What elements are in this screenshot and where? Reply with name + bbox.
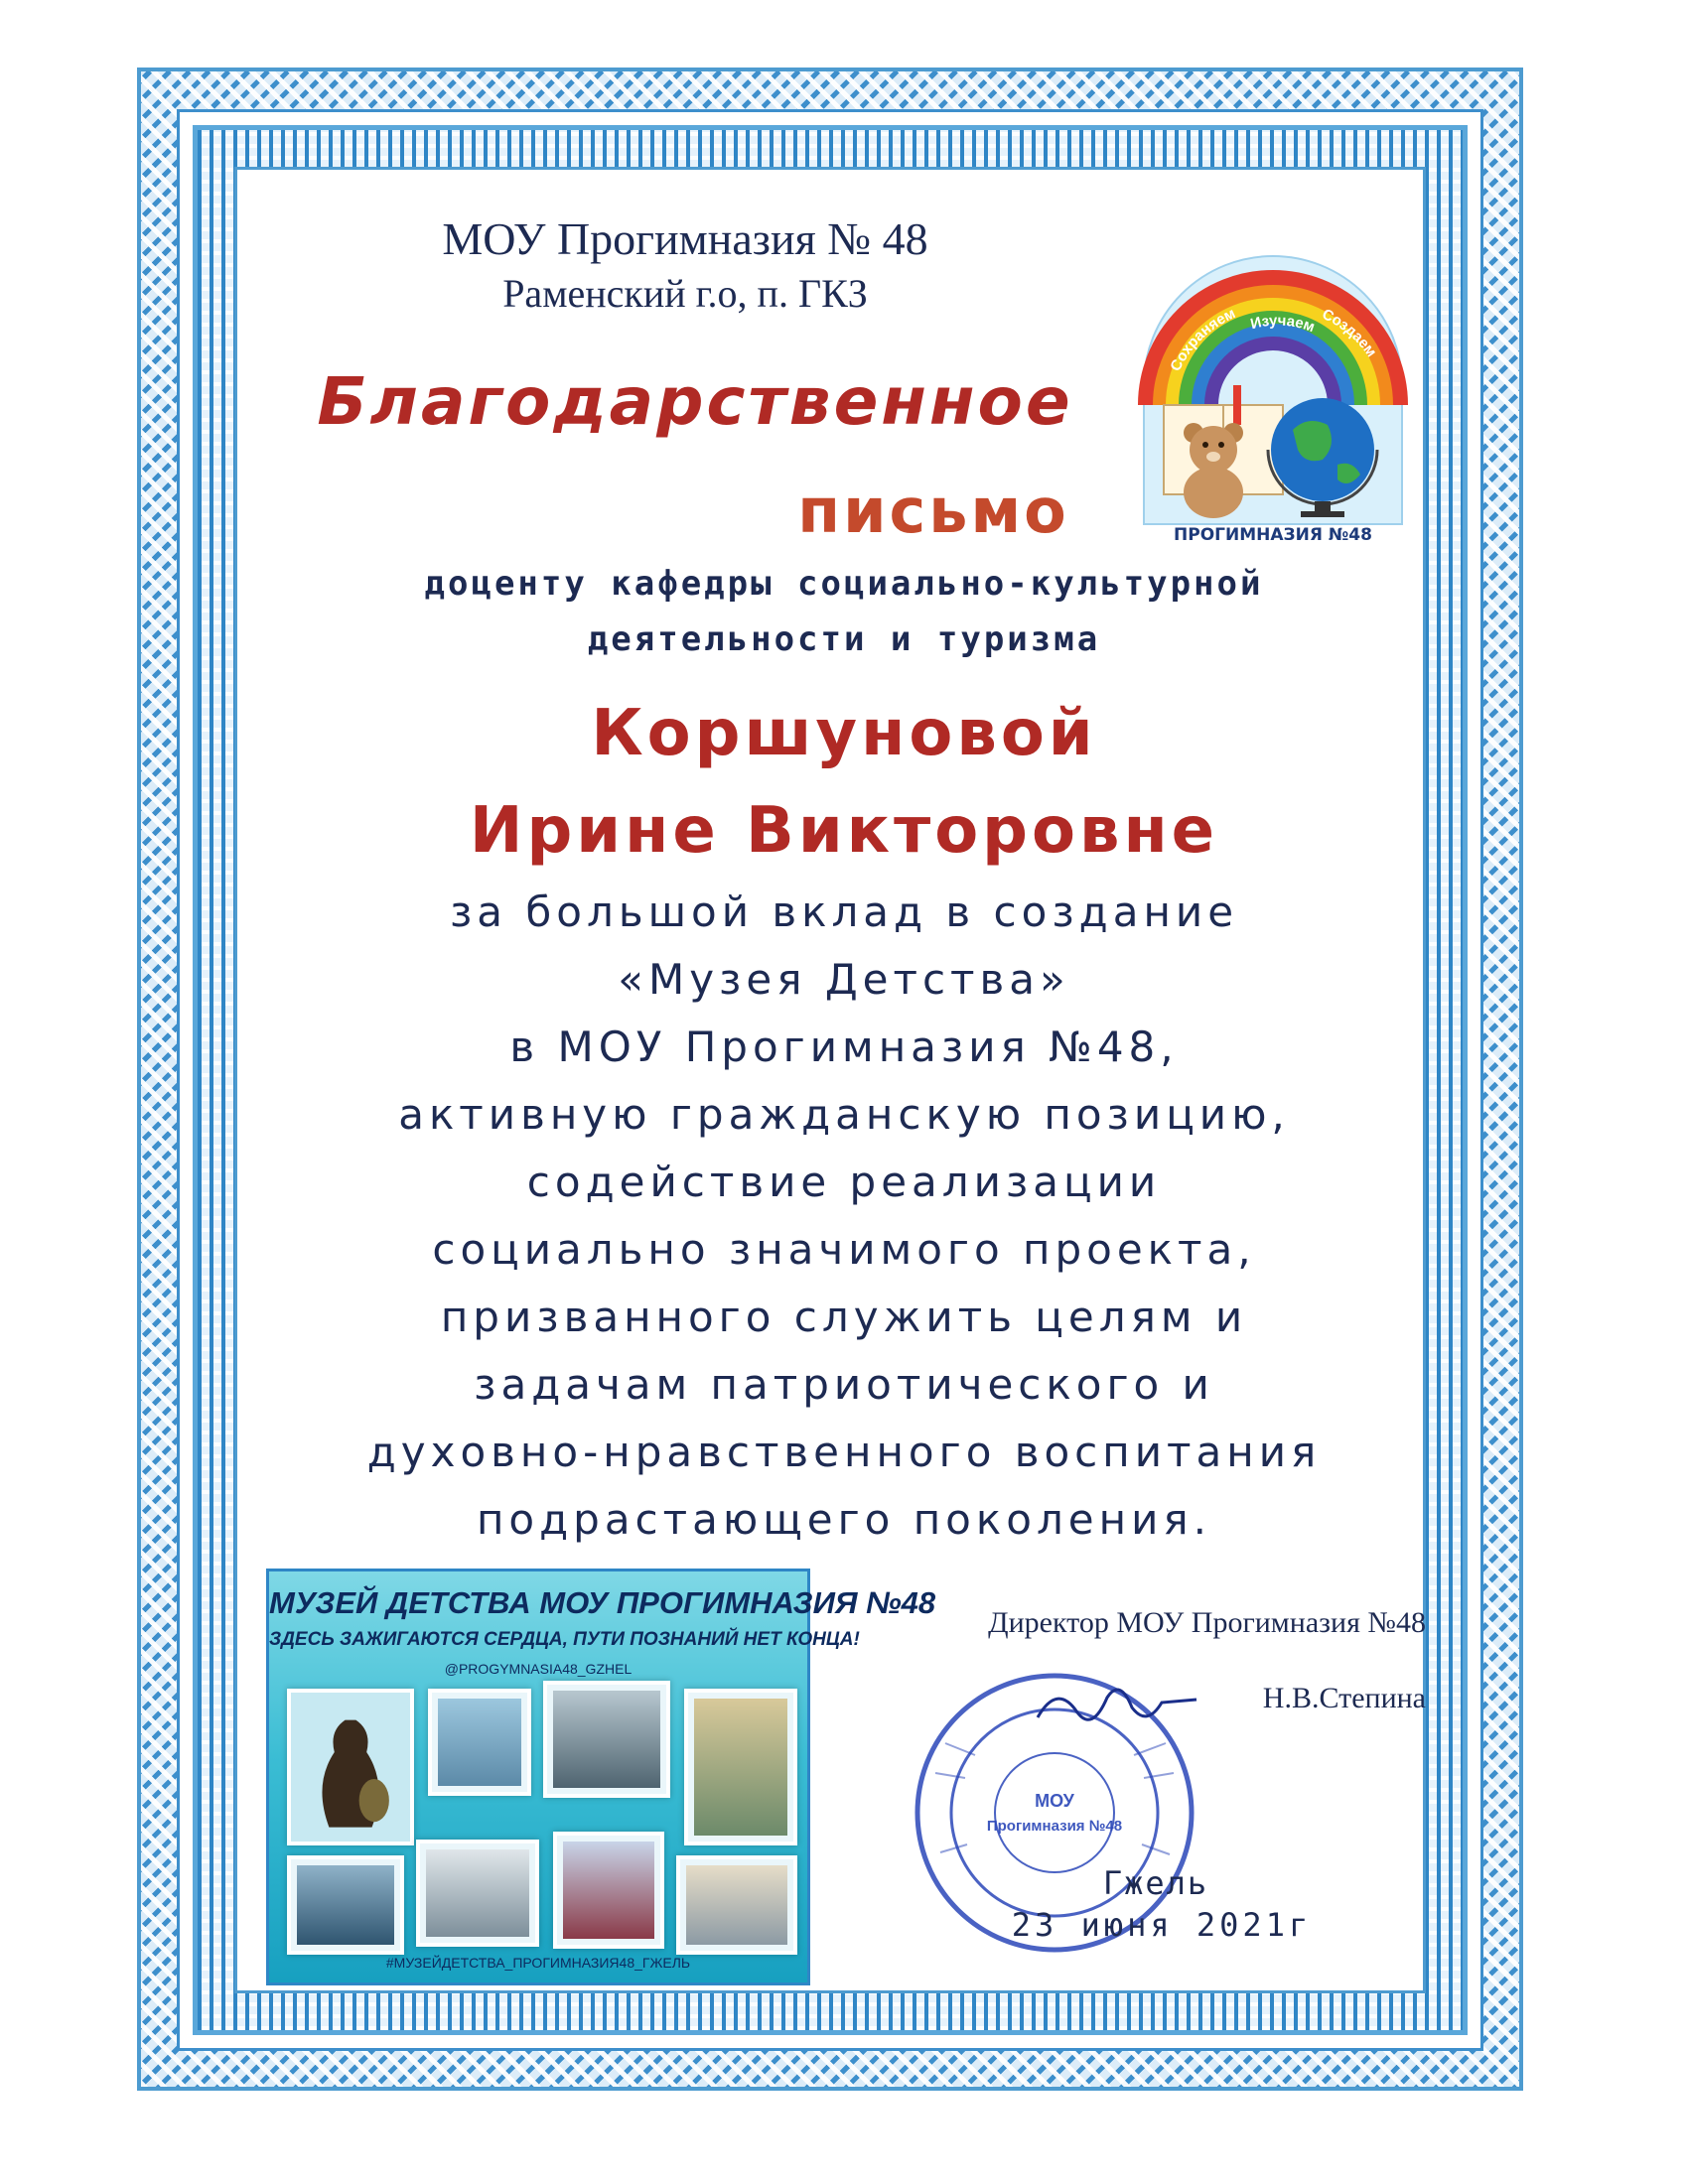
reason-line: в МОУ Прогимназия №48, [509, 1023, 1179, 1071]
reason-line: духовно-нравственного воспитания [366, 1428, 1322, 1476]
organization-name: МОУ Прогимназия № 48 [442, 213, 928, 264]
title-line-1: Благодарственное [317, 363, 1073, 440]
logo-arc-word-3: Создаем [1319, 305, 1380, 360]
museum-photo [266, 1569, 936, 1985]
recipient-position-line-2: деятельности и туризма [587, 619, 1101, 659]
museum-exhibit-photo [416, 1840, 539, 1947]
place: Гжель [1102, 1864, 1209, 1902]
jug-icon [297, 1699, 404, 1838]
museum-exhibit-photo [553, 1832, 664, 1949]
recipient-given-names: Ирине Викторовне [469, 794, 1219, 868]
reason-line: активную гражданскую позицию, [398, 1090, 1290, 1139]
museum-exhibit-photo [684, 1689, 797, 1845]
reason-line: социально значимого проекта, [432, 1225, 1256, 1274]
logo-caption: ПРОГИМНАЗИЯ №48 [1174, 525, 1372, 545]
logo-arc-word-1: Сохраняем [1167, 305, 1238, 374]
progymnasium-logo [1134, 236, 1412, 554]
museum-exhibit-photo [676, 1855, 797, 1955]
recipient-position-line-1: доценту кафедры социально-культурной [424, 564, 1264, 604]
reason-line: подрастающего поколения. [476, 1495, 1212, 1544]
title-line-2: письмо [797, 475, 1069, 547]
reason-line: содействие реализации [526, 1158, 1162, 1206]
museum-exhibit-photo [287, 1855, 404, 1955]
stamp-center-line-1: МОУ [1035, 1791, 1074, 1811]
director-signature [1033, 1678, 1201, 1737]
museum-exhibit-photo [428, 1689, 531, 1796]
museum-photo-slogan: ЗДЕСЬ ЗАЖИГАЮТСЯ СЕРДЦА, ПУТИ ПОЗНАНИЙ НЕТ КОНЦА! [269, 1629, 860, 1650]
museum-photo-title: МУЗЕЙ ДЕТСТВА МОУ ПРОГИМНАЗИЯ №48 [269, 1585, 936, 1620]
reason-line: задачам патриотического и [474, 1360, 1214, 1409]
stamp-center-line-2: Прогимназия №48 [986, 1818, 1123, 1835]
director-name: Н.В.Степина [1262, 1682, 1426, 1714]
museum-photo-hashtag: #МУЗЕЙДЕТСТВА_ПРОГИМНАЗИЯ48_ГЖЕЛЬ [385, 1955, 691, 1971]
logo-arc-word-2: Изучаем [1248, 312, 1318, 337]
reason-line: призванного служить целям и [440, 1293, 1248, 1341]
date: 23 июня 2021г [1011, 1906, 1313, 1944]
organization-address: Раменский г.о, п. ГКЗ [502, 271, 868, 316]
reason-line: «Музея Детства» [618, 955, 1070, 1004]
museum-photo-handle: @PROGYMNASIA48_GZHEL [444, 1661, 633, 1677]
reason-line: за большой вклад в создание [449, 887, 1239, 936]
museum-exhibit-photo [543, 1681, 670, 1798]
director-title: Директор МОУ Прогимназия №48 [988, 1606, 1426, 1639]
museum-exhibit-photo [287, 1689, 414, 1845]
recipient-surname: Коршуновой [591, 697, 1097, 770]
